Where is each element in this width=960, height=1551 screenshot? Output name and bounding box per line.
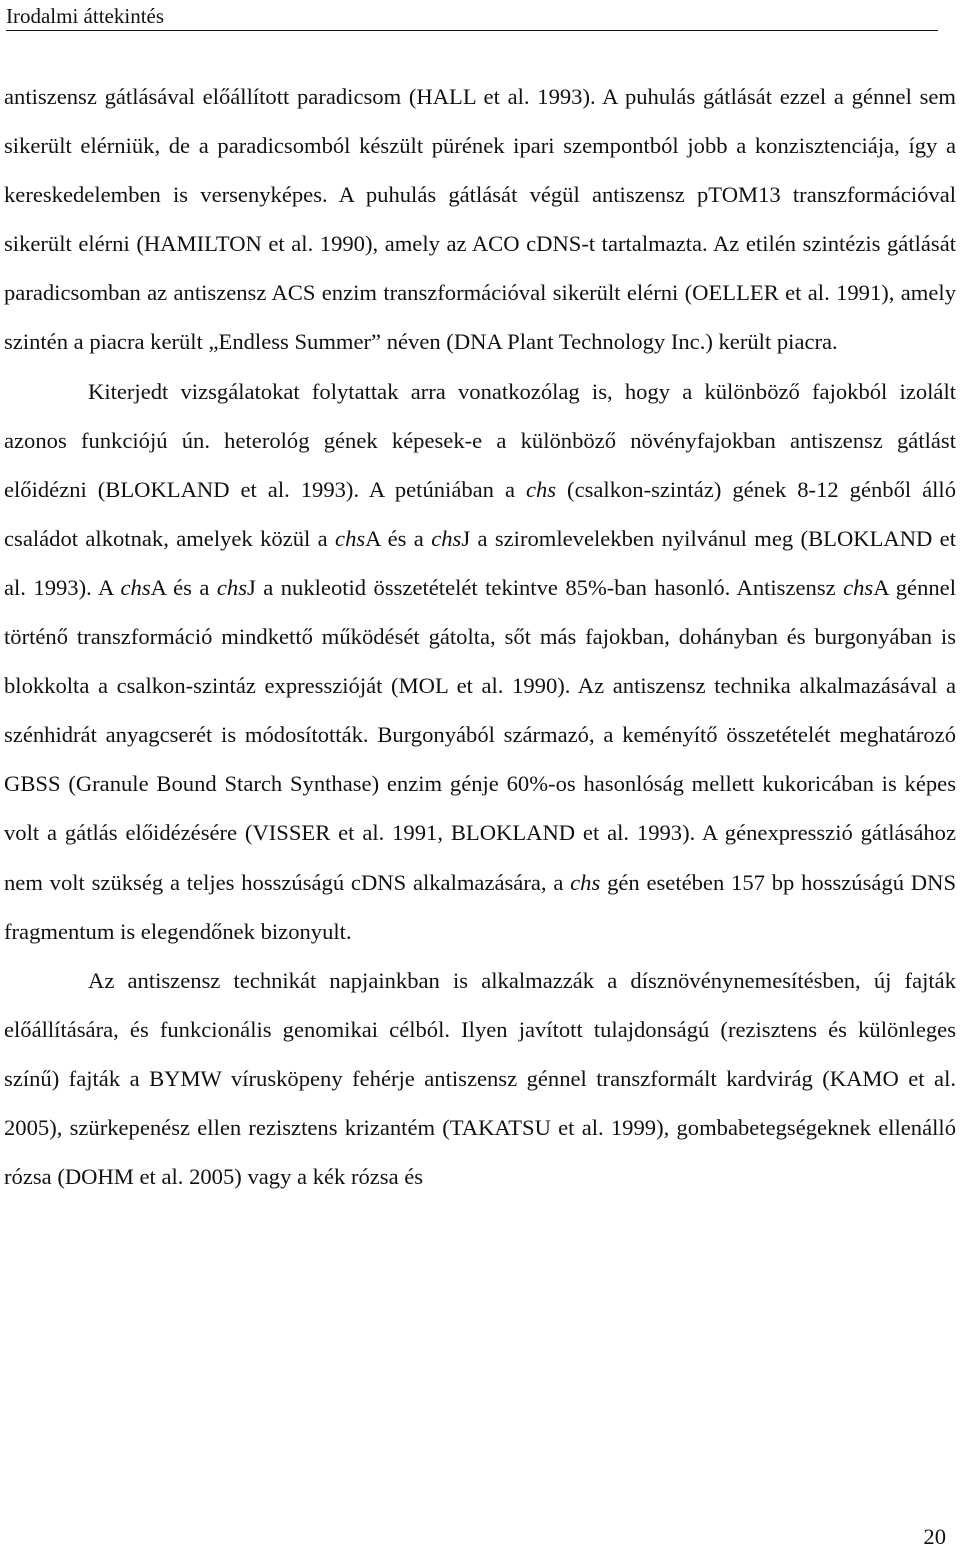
- paragraph-2: Kiterjedt vizsgálatokat folytattak arra vonatkozólag is, hogy a különböző fajokból izolált azonos funkciójú ún. heterológ gének képesek-e a különböző növényfajokban antiszensz gátlást előidézni (BLOKLAND et al. 1993). A petúniában a chs (csalkon-szintáz) gének 8-12 génből álló családot alkotnak, amelyek közül a chsA és a chsJ a sziromlevelekben nyilvánul meg (BLOKLAND et al. 1993). A chsA és a chsJ a nukleotid összetételét tekintve 85%-ban hasonló. Antiszensz chsA génnel történő transzformáció mindkettő működését gátolta, sőt más fajokban, dohányban és burgonyában is blokkolta a csalkon-szintáz expresszióját (MOL et al. 1990). Az antiszensz technika alkalmazásával a szénhidrát anyagcserét is módosították. Burgonyából származó, a keményítő összetételét meghatározó GBSS (Granule Bound Starch Synthase) enzim génje 60%-os hasonlóság mellett kukoricában is képes volt a gátlás előidézésére (VISSER et al. 1991, BLOKLAND et al. 1993). A génexpresszió gátlásához nem volt szükség a teljes hosszúságú cDNS alkalmazására, a chs gén esetében 157 bp hosszúságú DNS fragmentum is elegendőnek bizonyult.: [4, 378, 957, 944]
- gene-name-italic: chs: [525, 476, 557, 502]
- document-body: [4, 72, 956, 1201]
- running-header: [6, 2, 938, 31]
- gene-name-italic: chs: [335, 525, 366, 551]
- gene-name-italic: chs: [431, 525, 462, 551]
- gene-name-italic: chs: [843, 574, 874, 600]
- paragraph-3: Az antiszensz technikát napjainkban is alkalmazzák a dísznövénynemesítésben, új fajták előállítására, és funkcionális genomikai célból. Ilyen javított tulajdonságú (rezisztens és különleges színű) fajták a BYMW vírusköpeny fehérje antiszensz génnel transzformált kardvirág (KAMO et al. 2005), szürkepenész ellen rezisztens krizantém (TAKATSU et al. 1999), gombabetegségeknek ellenálló rózsa (DOHM et al. 2005) vagy a kék rózsa és: [4, 967, 956, 1190]
- page-number: 20: [923, 1524, 946, 1549]
- gene-name-italic: chs: [216, 574, 248, 600]
- gene-name-italic: chs: [570, 869, 601, 895]
- gene-name-italic: chs: [120, 574, 151, 600]
- header-title: Irodalmi áttekintés: [6, 4, 165, 28]
- paragraph-1: antiszensz gátlásával előállított paradicsom (HALL et al. 1993). A puhulás gátlását ezzel a génnel sem sikerült elérniük, de a paradicsomból készült pürének ipari szempontból jobb a konzisztenciája, így a kereskedelemben is versenyképes. A puhulás gátlását végül antiszensz pTOM13 transzformációval sikerült elérni (HAMILTON et al. 1990), amely az ACO cDNS-t tartalmazta. Az etilén szintézis gátlását paradicsomban az antiszensz ACS enzim transzformációval sikerült elérni (OELLER et al. 1991), amely szintén a piacra került „Endless Summer” néven (DNA Plant Technology Inc.) került piacra.: [4, 84, 956, 355]
